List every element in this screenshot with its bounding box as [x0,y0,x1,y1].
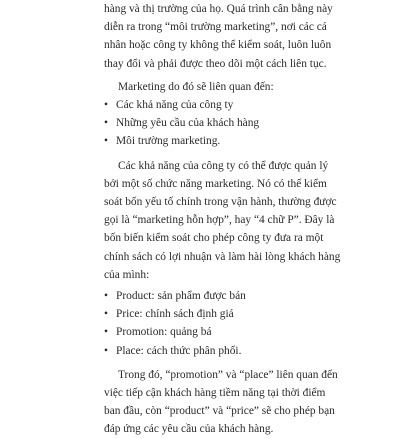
list-item [104,96,300,114]
list-item [104,132,300,150]
list-item-text: Những yêu cầu của khách hàng [116,117,260,130]
text-line: hàng và thị trường của họ. Quá trình cân bằng này [104,3,333,15]
paragraph-marketing-relates [104,78,300,96]
list-item [104,114,300,132]
list-marketing-factors [104,96,300,151]
text-line: của mình: [104,268,150,281]
paragraph-company-capabilities [104,157,341,284]
text-line: bốn biến kiểm soát cho phép công ty đưa ra một [104,232,324,245]
list-item [104,305,300,323]
text-line: đáp ứng các yêu cầu của khách hàng. [104,423,274,436]
list-item-text: Price: chính sách định giá [116,308,234,321]
text-line: Các khả năng của công ty có thể được quản lý [118,159,329,172]
text-line: Trong đó, “promotion” và “place” liên quan đến [118,368,338,381]
list-item [104,342,300,360]
list-item-text: Promotion: quảng bá [116,326,212,339]
paragraph-conclusion [104,366,338,439]
list-item-text: Place: cách thức phân phối. [116,344,242,357]
bullet-icon: • [104,308,108,321]
text-line: gọi là “marketing hỗn hợp”, hay “4 chữ P”. Đây là [104,214,335,227]
bullet-icon: • [104,344,108,357]
bullet-icon: • [104,99,108,111]
list-item-text: Môi trường marketing. [116,135,221,148]
text-line: soát bốn yếu tố chính trong vận hành, thường được [104,195,337,208]
text-line: nhân hoặc công ty không thể kiểm soát, luôn luôn [104,39,332,52]
text-line: ban đầu, còn “product” và “price” sẽ cho phép bạn [104,405,335,418]
text-line: chính sách có lợi nhuận và làm hài lòng khách hàng [104,250,341,263]
text-line: Marketing do đó sẽ liên quan đến: [118,80,274,93]
text-line: diễn ra trong “môi trường marketing”, nơi các cá [104,21,327,34]
list-item-text: Product: sản phẩm được bán [116,290,246,302]
list-four-ps [104,287,300,342]
text-line: việc tiếp cận khách hàng tiềm năng tại thời điểm [104,386,326,399]
list-item-text: Các khả năng của công ty [116,99,234,111]
text-line: bởi một số chức năng marketing. Nó có thể kiểm [104,177,327,190]
bullet-icon: • [104,290,108,302]
list-item [104,323,300,341]
paragraph-intro [104,0,333,73]
list-four-ps-last [104,342,300,360]
bullet-icon: • [104,117,108,130]
bullet-icon: • [104,135,108,148]
text-line: thay đổi và phải được theo dõi một cách liên tục. [104,57,327,70]
bullet-icon: • [104,326,108,339]
list-item [104,287,300,305]
